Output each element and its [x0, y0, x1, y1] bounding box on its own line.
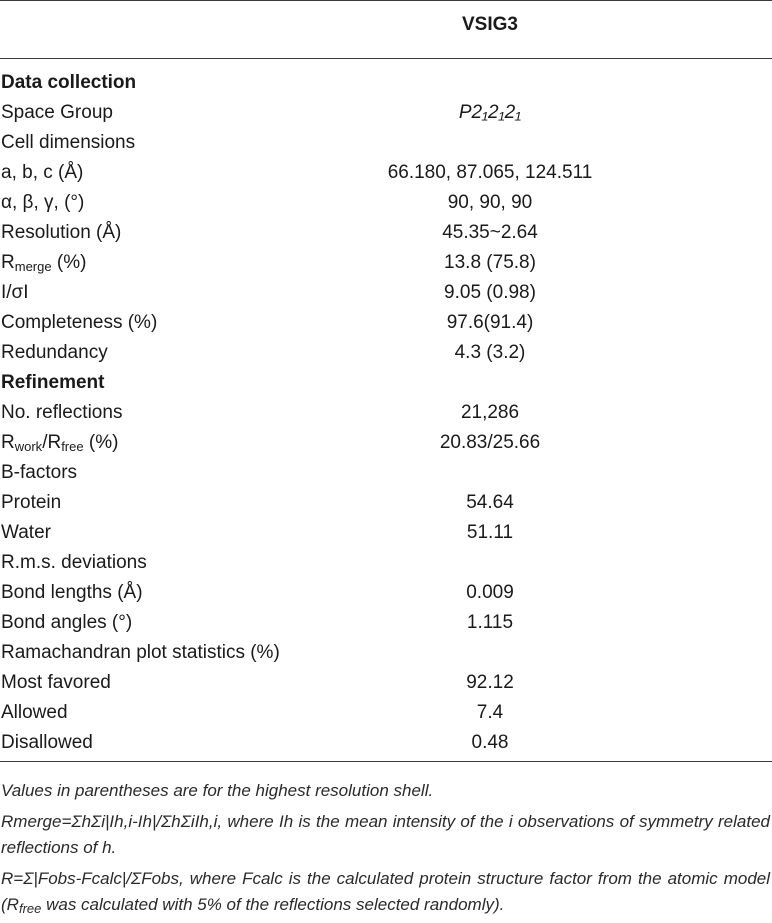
- row-label-part: merge: [14, 259, 52, 274]
- row-label-part: R: [1, 432, 15, 453]
- row-label: R.m.s. deviations: [1, 552, 147, 573]
- row-value: 7.4: [476, 702, 504, 723]
- section-heading: Refinement: [1, 372, 105, 393]
- section-row: [0, 368, 772, 398]
- row-value: 51.11: [466, 522, 514, 543]
- row-value: 4.3 (3.2): [454, 342, 526, 363]
- section-heading: Data collection: [1, 72, 137, 93]
- table-row: [0, 728, 772, 758]
- row-label: Allowed: [1, 702, 68, 723]
- row-value: 0.48: [471, 732, 509, 753]
- row-label: [1, 248, 86, 278]
- table-row: [0, 128, 772, 158]
- row-value: P2₁2₁2₁: [458, 102, 522, 123]
- section-row: [0, 68, 772, 98]
- table-row: [0, 458, 772, 488]
- row-label: Ramachandran plot statistics (%): [1, 642, 280, 663]
- row-label-part: work: [14, 439, 43, 454]
- note-r-factor: [1, 866, 770, 918]
- row-value: 1.115: [466, 612, 514, 633]
- row-label: Redundancy: [1, 342, 108, 363]
- row-label-part: (%): [51, 252, 87, 273]
- row-label: Most favored: [1, 672, 111, 693]
- table-row: [0, 248, 772, 278]
- row-value: 20.83/25.66: [439, 432, 541, 453]
- table-row: [0, 608, 772, 638]
- bottom-rule: [0, 761, 772, 762]
- table-row: [0, 698, 772, 728]
- row-value: 9.05 (0.98): [444, 282, 536, 303]
- row-label: Disallowed: [1, 732, 93, 753]
- row-label: Protein: [1, 492, 62, 513]
- row-label-part: /R: [42, 432, 62, 453]
- row-label: [1, 428, 118, 458]
- row-value: 66.180, 87.065, 124.511: [387, 162, 593, 183]
- row-label: α, β, γ, (°): [1, 192, 85, 213]
- row-label: Space Group: [1, 102, 113, 123]
- row-label: Completeness (%): [1, 312, 158, 333]
- row-value: 21,286: [460, 402, 520, 423]
- row-value: 97.6(91.4): [446, 312, 534, 333]
- table-row: [0, 398, 772, 428]
- row-label: I/σI: [1, 282, 29, 303]
- table-row: [0, 218, 772, 248]
- table-row: [0, 188, 772, 218]
- table-row: [0, 638, 772, 668]
- header-rule: [0, 58, 772, 59]
- row-value: 54.64: [466, 492, 514, 513]
- table-row: [0, 488, 772, 518]
- table-row: [0, 428, 772, 458]
- row-label: B-factors: [1, 462, 78, 483]
- top-rule: [0, 0, 772, 1]
- table-row: [0, 518, 772, 548]
- table-row: [0, 578, 772, 608]
- row-value: 13.8 (75.8): [444, 252, 536, 273]
- table-row: [0, 548, 772, 578]
- row-label: Water: [1, 522, 51, 543]
- row-label-part: R: [1, 252, 15, 273]
- table-row: [0, 158, 772, 188]
- row-label: a, b, c (Å): [1, 162, 84, 183]
- note-r-part2: was calculated with 5% of the reflections selected randomly).: [41, 895, 505, 914]
- row-label: Bond angles (°): [1, 612, 133, 633]
- row-value: 92.12: [466, 672, 514, 693]
- table-row: [0, 98, 772, 128]
- row-value: 0.009: [466, 582, 514, 603]
- row-label: No. reflections: [1, 402, 123, 423]
- column-header: VSIG3: [462, 14, 518, 35]
- note-rmerge: Rmerge=ΣhΣi|Ih,i-Ih|/ΣhΣiIh,i, where Ih is the mean intensity of the i observations of symmetry related reflections of h.: [1, 812, 770, 857]
- table-row: [0, 668, 772, 698]
- row-label: Bond lengths (Å): [1, 582, 143, 603]
- note-r-sub: free: [18, 901, 42, 916]
- row-label: Cell dimensions: [1, 132, 136, 153]
- row-value: 90, 90, 90: [447, 192, 533, 213]
- table-notes: [1, 778, 770, 923]
- note-r-part1: R=Σ|Fobs-Fcalc|/ΣFobs, where Fcalc is the calculated protein structure factor from the atomic model (R: [1, 869, 770, 914]
- row-label-part: (%): [83, 432, 119, 453]
- table-row: [0, 308, 772, 338]
- table-row: [0, 278, 772, 308]
- table-row: [0, 338, 772, 368]
- row-label-part: free: [61, 439, 84, 454]
- row-label: Resolution (Å): [1, 222, 122, 243]
- note-parentheses: Values in parentheses are for the highest resolution shell.: [1, 781, 434, 800]
- row-value: 45.35~2.64: [442, 222, 538, 243]
